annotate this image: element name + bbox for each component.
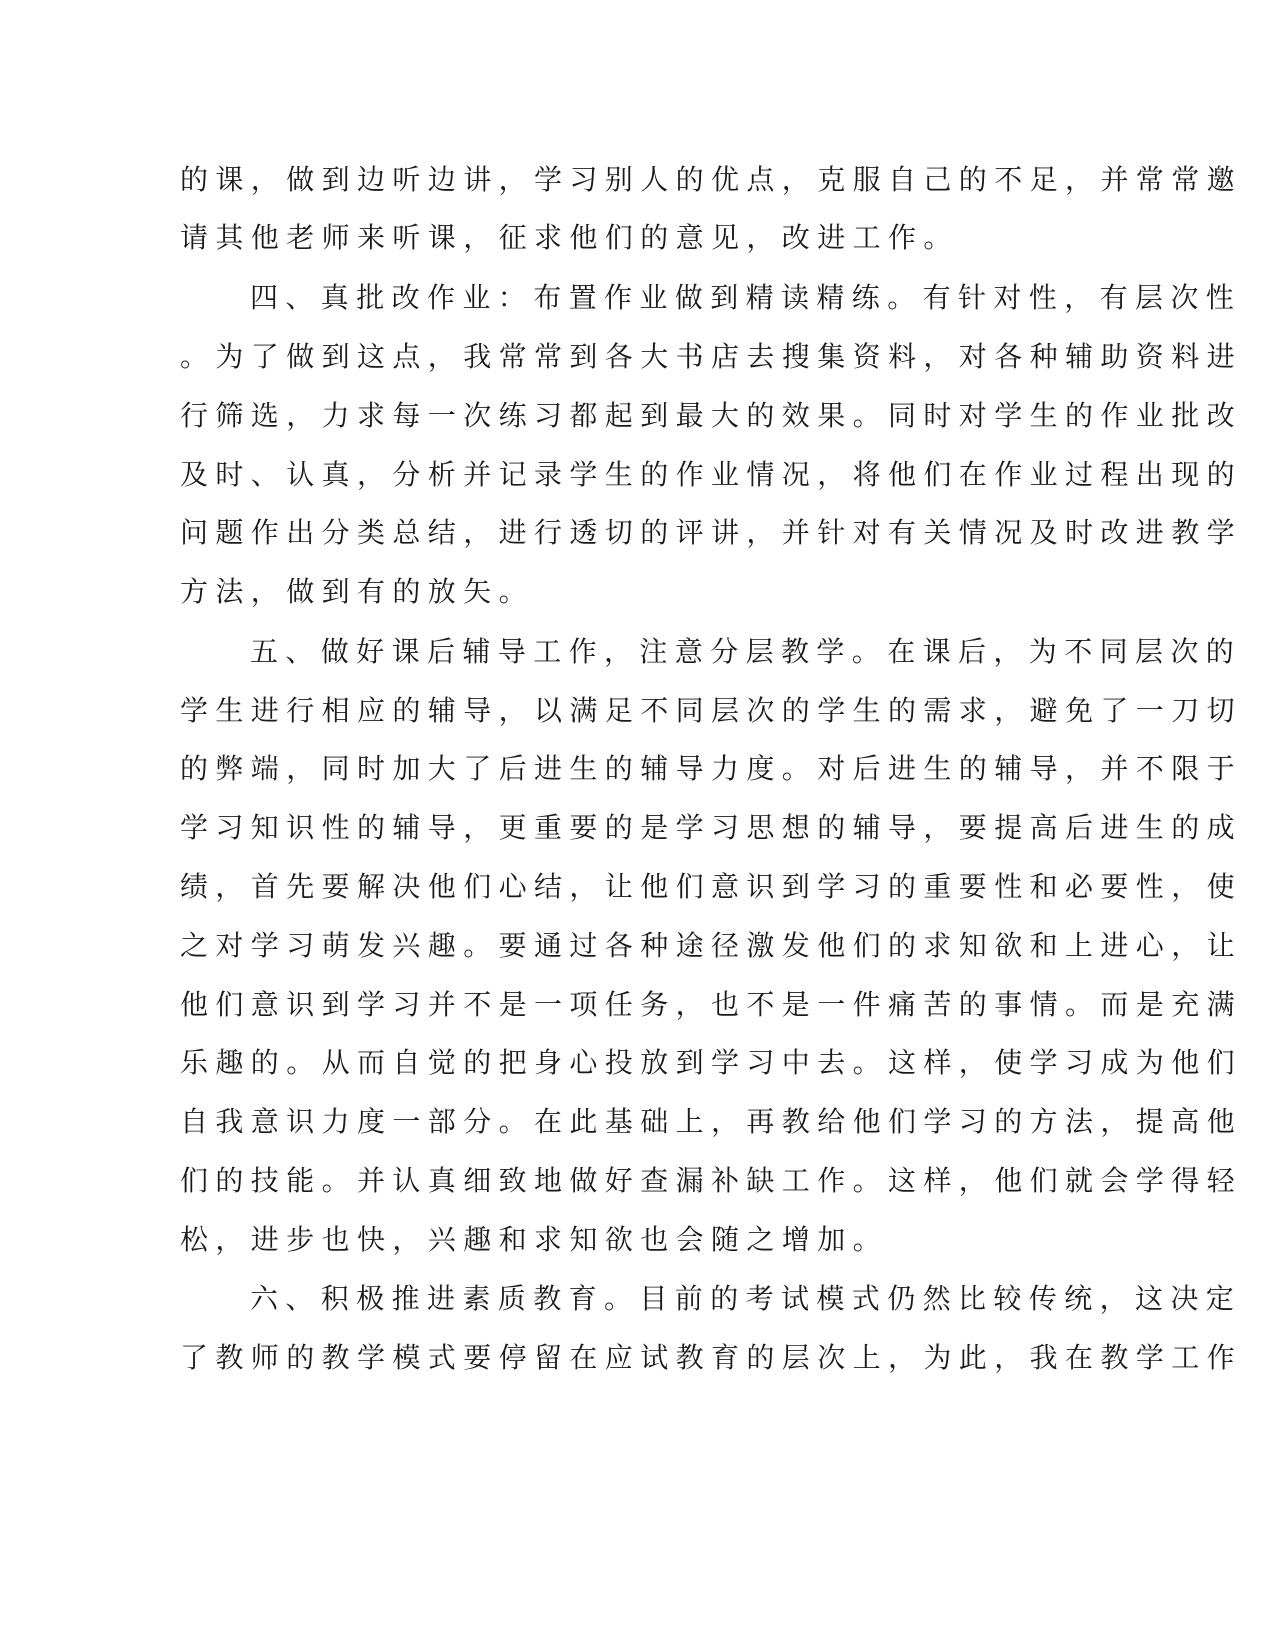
text-line: 了教师的教学模式要停留在应试教育的层次上，为此，我在教学工作 (180, 1341, 1243, 1374)
text-line: 请其他老师来听课，征求他们的意见，改进工作。 (180, 221, 959, 254)
text-line: 行筛选，力求每一次练习都起到最大的效果。同时对学生的作业批改 (180, 399, 1243, 432)
text-line: 们的技能。并认真细致地做好查漏补缺工作。这样，他们就会学得轻 (180, 1164, 1243, 1197)
text-line: 学习知识性的辅导，更重要的是学习思想的辅导，要提高后进生的成 (180, 811, 1243, 844)
text-line: 学生进行相应的辅导，以满足不同层次的学生的需求，避免了一刀切 (180, 694, 1243, 727)
paragraph-start-line: 五、做好课后辅导工作，注意分层教学。在课后，为不同层次的 (250, 635, 1242, 668)
text-line: 自我意识力度一部分。在此基础上，再教给他们学习的方法，提高他 (180, 1105, 1243, 1138)
paragraph-start-line: 六、积极推进素质教育。目前的考试模式仍然比较传统，这决定 (250, 1282, 1242, 1315)
text-line: 的弊端，同时加大了后进生的辅导力度。对后进生的辅导，并不限于 (180, 752, 1243, 785)
text-line: 。为了做到这点，我常常到各大书店去搜集资料，对各种辅助资料进 (180, 340, 1243, 373)
text-line: 及时、认真，分析并记录学生的作业情况，将他们在作业过程出现的 (180, 458, 1243, 491)
text-line: 之对学习萌发兴趣。要通过各种途径激发他们的求知欲和上进心，让 (180, 929, 1243, 962)
text-line: 松，进步也快，兴趣和求知欲也会随之增加。 (180, 1223, 889, 1256)
paragraph-start-line: 四、真批改作业：布置作业做到精读精练。有针对性，有层次性 (250, 281, 1242, 314)
text-line: 乐趣的。从而自觉的把身心投放到学习中去。这样，使学习成为他们 (180, 1046, 1243, 1079)
text-line: 方法，做到有的放矢。 (180, 575, 535, 608)
text-line: 他们意识到学习并不是一项任务，也不是一件痛苦的事情。而是充满 (180, 988, 1243, 1021)
text-line: 的课，做到边听边讲，学习别人的优点，克服自己的不足，并常常邀 (180, 163, 1243, 196)
text-line: 问题作出分类总结，进行透切的评讲，并针对有关情况及时改进教学 (180, 516, 1243, 549)
text-line: 绩，首先要解决他们心结，让他们意识到学习的重要性和必要性，使 (180, 870, 1243, 903)
